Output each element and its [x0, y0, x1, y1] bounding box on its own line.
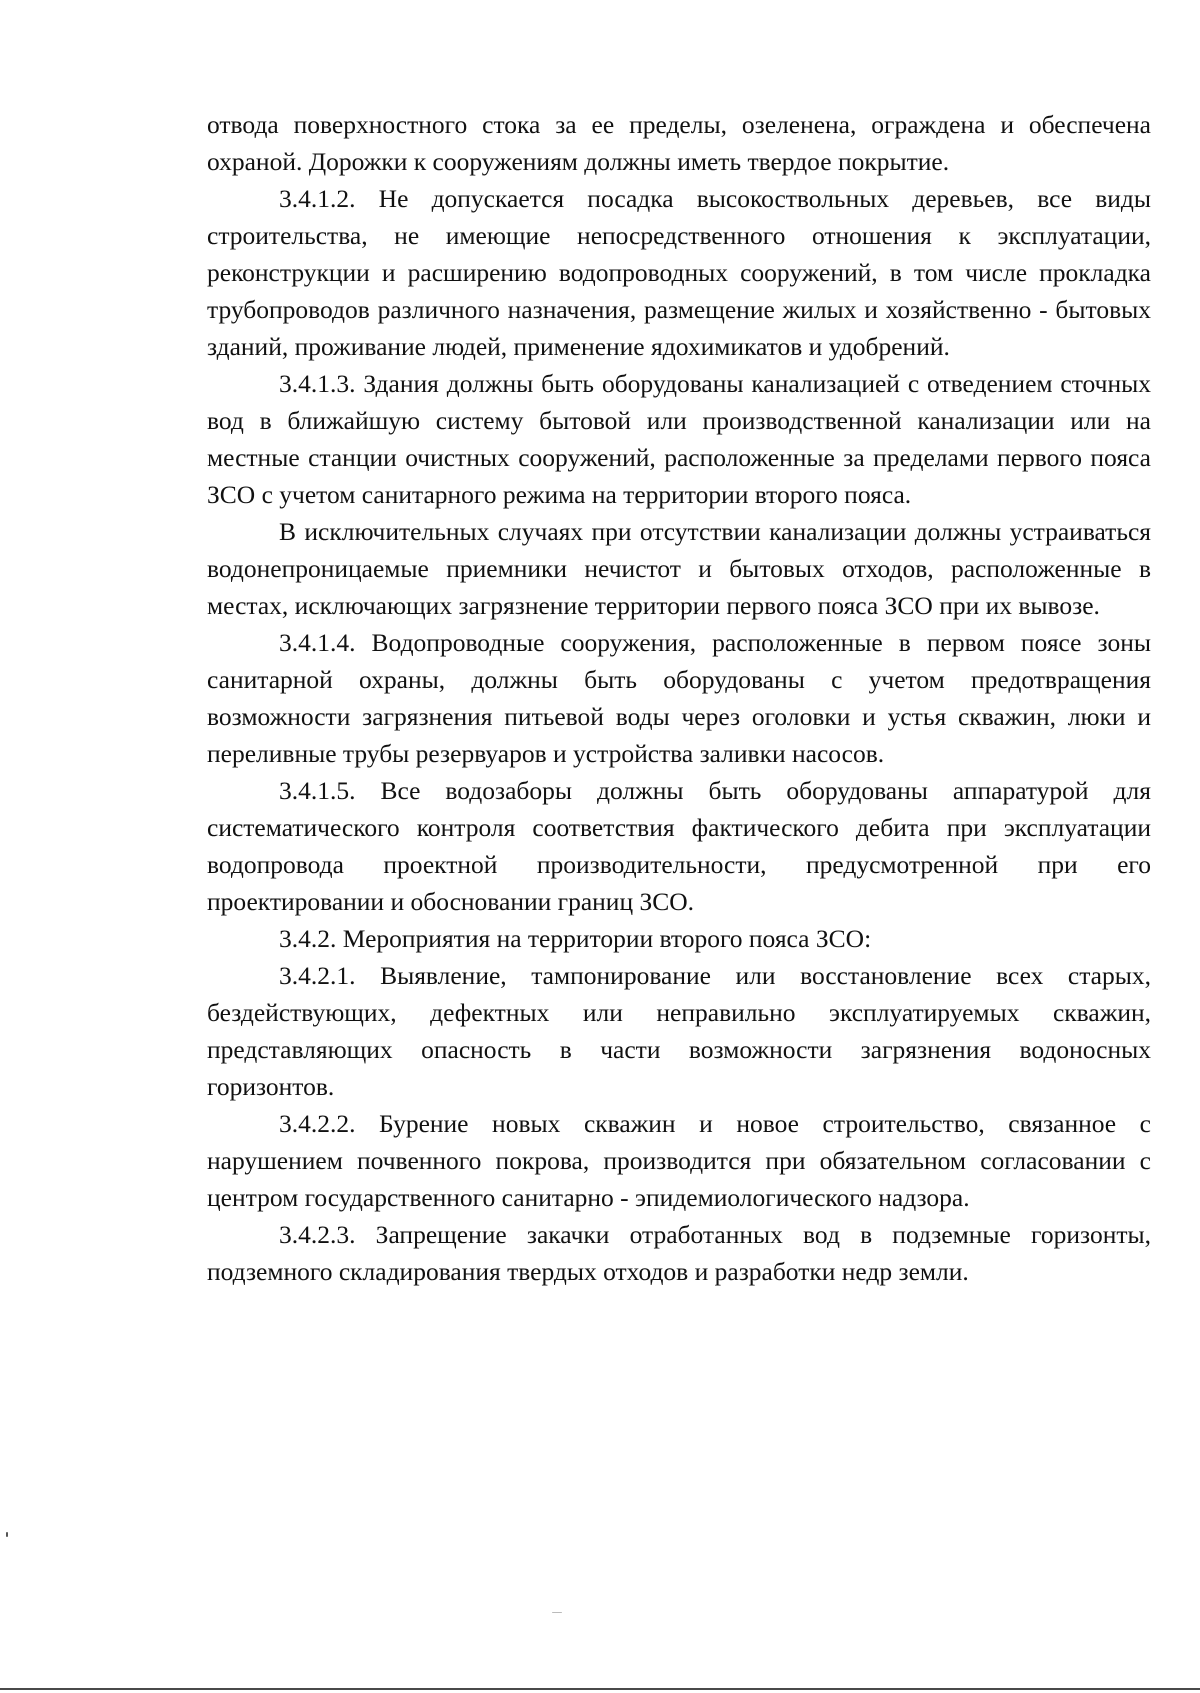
- paragraph-3-4-2-1: 3.4.2.1. Выявление, тампонирование или восстановление всех старых, бездействующих, дефектных или неправильно эксплуатируемых скважин, представляющих опасность в части возможности загрязнения водоносных горизонтов.: [207, 961, 1151, 1101]
- paragraph-3-4-1-5: 3.4.1.5. Все водозаборы должны быть оборудованы аппаратурой для систематического контроля соответствия фактического дебита при эксплуатации водопровода проектной производительности, предусмотренной при его проектировании и обосновании границ ЗСО.: [207, 776, 1151, 916]
- scan-speck: [6, 1532, 8, 1537]
- document-body: [207, 106, 1151, 1290]
- scan-edge-line: [0, 1688, 1200, 1690]
- paragraph-3-4-1-4: 3.4.1.4. Водопроводные сооружения, расположенные в первом поясе зоны санитарной охраны, должны быть оборудованы с учетом предотвращения возможности загрязнения питьевой воды через оголовки и устья скважин, люки и переливные трубы резервуаров и устройства заливки насосов.: [207, 628, 1151, 768]
- paragraph-3-4-2-3: 3.4.2.3. Запрещение закачки отработанных вод в подземные горизонты, подземного складирования твердых отходов и разработки недр земли.: [207, 1220, 1151, 1286]
- scan-speck: [552, 1612, 562, 1613]
- paragraph-3-4-2: 3.4.2. Мероприятия на территории второго пояса ЗСО:: [279, 924, 872, 953]
- paragraph-3-4-1-3: 3.4.1.3. Здания должны быть оборудованы канализацией с отведением сточных вод в ближайшую систему бытовой или производственной канализации или на местные станции очистных сооружений, расположенные за пределами первого пояса ЗСО с учетом санитарного режима на территории второго пояса.: [207, 369, 1151, 509]
- paragraph-3-4-2-2: 3.4.2.2. Бурение новых скважин и новое строительство, связанное с нарушением почвенного покрова, производится при обязательном согласовании с центром государственного санитарно - эпидемиологического надзора.: [207, 1109, 1151, 1212]
- paragraph-3-4-1-2: 3.4.1.2. Не допускается посадка высокоствольных деревьев, все виды строительства, не имеющие непосредственного отношения к эксплуатации, реконструкции и расширению водопроводных сооружений, в том числе прокладка трубопроводов различного назначения, размещение жилых и хозяйственно - бытовых зданий, проживание людей, применение ядохимикатов и удобрений.: [207, 184, 1151, 361]
- paragraph-exceptional-cases: В исключительных случаях при отсутствии канализации должны устраиваться водонепроницаемые приемники нечистот и бытовых отходов, расположенные в местах, исключающих загрязнение территории первого пояса ЗСО при их вывозе.: [207, 517, 1151, 620]
- paragraph-continuation: отвода поверхностного стока за ее пределы, озеленена, ограждена и обеспечена охраной. Дорожки к сооружениям должны иметь твердое покрытие.: [207, 110, 1151, 176]
